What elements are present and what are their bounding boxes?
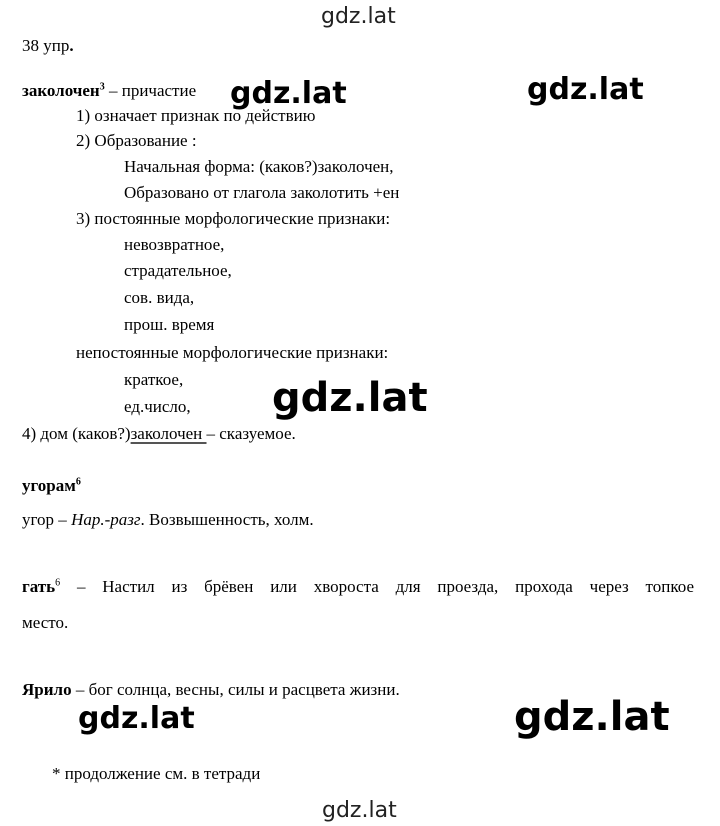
watermark-overlay-5: gdz.lat: [514, 694, 670, 740]
watermark-top: gdz.lat: [321, 4, 396, 29]
gat-definition-line-2: место.: [22, 613, 69, 632]
zakolochen-line-5: 3) постоянные морфологические признаки:: [76, 209, 391, 228]
entry-word: заколочен: [22, 81, 100, 100]
zakolochen-line-8: сов. вида,: [124, 288, 195, 307]
watermark-overlay-1: gdz.lat: [230, 76, 347, 111]
underlined-predicate: заколочен: [130, 424, 207, 443]
ugoram-definition: угор – Нар.-разг. Возвышенность, холм.: [22, 510, 314, 529]
zakolochen-line-3: Начальная форма: (каков?)заколочен,: [124, 157, 394, 176]
gat-definition-line-1: гать$^6$ – Настил из брёвен или хвороста для проезда, прохода через топкое: [22, 577, 694, 596]
zakolochen-line-1: 1) означает признак по действию: [76, 106, 316, 125]
watermark-overlay-2: gdz.lat: [527, 72, 644, 107]
zakolochen-line-9: прош. время: [124, 315, 215, 334]
zakolochen-line-7: страдательное,: [124, 261, 232, 280]
footnote: * продолжение см. в тетради: [52, 764, 261, 783]
zakolochen-line-10: непостоянные морфологические признаки:: [76, 343, 389, 362]
zakolochen-line-13: 4) дом (каков?)заколочен – сказуемое.: [22, 424, 296, 443]
entry-ugoram-heading: угорам$^6$: [22, 476, 81, 495]
watermark-overlay-4: gdz.lat: [78, 701, 195, 736]
entry-yarilo: Ярило – бог солнца, весны, силы и расцвета жизни.: [22, 680, 400, 699]
exercise-title: 38 упр.: [22, 36, 74, 55]
zakolochen-line-11: краткое,: [124, 370, 184, 389]
entry-zakolochen-heading: заколочен$^3$ – причастие: [22, 81, 197, 100]
watermark-overlay-3: gdz.lat: [272, 375, 428, 421]
zakolochen-line-12: ед.число,: [124, 397, 191, 416]
zakolochen-line-6: невозвратное,: [124, 235, 225, 254]
zakolochen-line-2: 2) Образование :: [76, 131, 197, 150]
zakolochen-line-4: Образовано от глагола заколотить +ен: [124, 183, 400, 202]
watermark-bottom: gdz.lat: [322, 798, 397, 823]
